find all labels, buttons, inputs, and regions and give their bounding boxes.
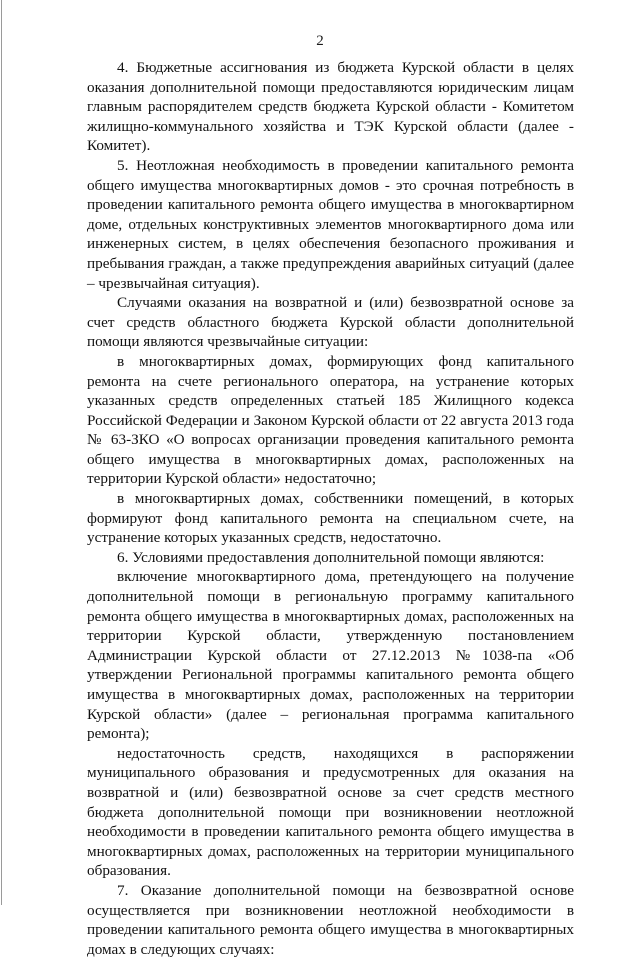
paragraph-6-conditions: 6. Условиями предоставления дополнительной помощи являются: — [117, 548, 545, 566]
paragraph-5-urgent-necessity: 5. Неотложная необходимость в проведении капитального ремонта общего имущества многоквартирных домов - это срочная потребность в проведении капитального ремонта общего имущества в многоквартирном доме, отдельных конструктивных элементов многоквартирного дома или инженерных систем, в целях обеспечения безопасного проживания и пребывания граждан, а также предупреждения аварийных ситуаций (далее – чрезвычайная ситуация). — [87, 156, 574, 292]
paragraph-emergency-cases: Случаями оказания на возвратной и (или) безвозвратной основе за счет средств областного бюджета Курской области дополнительной помощи являются чрезвычайные ситуации: — [87, 294, 574, 351]
scan-edge-line — [1, 0, 2, 905]
paragraph-regional-operator-case: в многоквартирных домах, формирующих фонд капитального ремонта на счете регионального оператора, на устранение которых указанных средств определенных статьей 185 Жилищного кодекса Российской Федерации и Законом Курской области от 22 августа 2013 года № 63-ЗКО «О вопросах организации проведения капитального ремонта общего имущества в многоквартирных домах, расположенных на территории Курской области» недостаточно; — [87, 352, 574, 488]
paragraph-condition-insufficiency: недостаточность средств, находящихся в распоряжении муниципального образования и предусмотренных для оказания на возвратной и (или) безвозвратной основе за счет средств местного бюджета дополнительной помощи при возникновении неотложной необходимости в проведении капитального ремонта общего имущества в многоквартирных домах, расположенных на территории муниципального образования. — [87, 744, 574, 880]
paragraph-4-budget-allocations: 4. Бюджетные ассигнования из бюджета Курской области в целях оказания дополнительной помощи предоставляются юридическим лицам главным распорядителем средств бюджета Курской области - Комитетом жилищно-коммунального хозяйства и ТЭК Курской области (далее - Комитет). — [87, 59, 574, 155]
document-body — [87, 58, 574, 959]
paragraph-condition-inclusion: включение многоквартирного дома, претендующего на получение дополнительной помощи в региональную программу капитального ремонта общего имущества в многоквартирных домах, расположенных на территории Курской области, утвержденную постановлением Администрации Курской области от 27.12.2013 №1038-па «Об утверждении Региональной программы капитального ремонта общего имущества в многоквартирных домах, расположенных на территории Курской области» (далее – региональная программа капитального ремонта); — [87, 568, 574, 743]
paragraph-7-nonrefundable-help: 7. Оказание дополнительной помощи на безвозвратной основе осуществляется при возникновении неотложной необходимости в проведении капитального ремонта общего имущества в многоквартирных домах в следующих случаях: — [87, 881, 574, 958]
page-number: 2 — [316, 33, 324, 49]
paragraph-special-account-case: в многоквартирных домах, собственники помещений, в которых формируют фонд капитального ремонта на специальном счете, на устранение которых указанных средств, недостаточно. — [87, 490, 574, 547]
